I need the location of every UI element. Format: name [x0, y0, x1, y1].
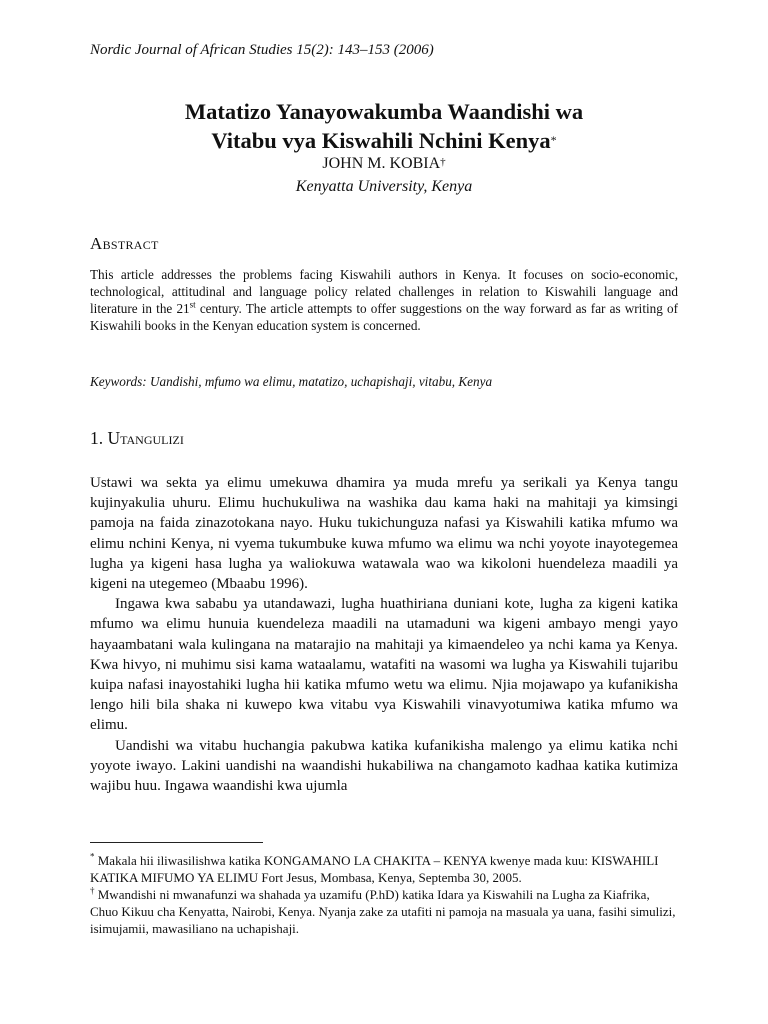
author-name-text: JOHN M. KOBIA [322, 155, 441, 172]
footnote-text: Mwandishi ni mwanafunzi wa shahada ya uzamifu (P.hD) katika Idara ya Kiswahili na Lugha za Kiafrika, Chuo Kikuu cha Kenyatta, Nairobi, Kenya. Nyanja zake za utafiti ni pamoja na masuala ya uana, fasihi simulizi, isimujamii, mawasiliano na uchapishaji. [90, 887, 676, 936]
body-paragraph: Ustawi wa sekta ya elimu umekuwa dhamira ya muda mrefu ya serikali ya Kenya tangu kujinyakulia uhuru. Elimu huchukuliwa na washika dau kama haki na mahitaji ya kimsingi pamoja na faida zinazotokana nayo. Huku tukichunguza nafasi ya Kiswahili katika mfumo wa elimu nchini Kenya, ni vyema tukumbuke kuwa mfumo wa elimu wa nchi yoyote inayotegemea lugha ya kigeni hasa lugha ya waliokuwa watawala wao wa kikoloni huendeleza maadili ya kigeni na utegemeo (Mbaabu 1996). [90, 475, 678, 593]
body-paragraph: Uandishi wa vitabu huchangia pakubwa katika kufanikisha malengo ya elimu katika nchi yoyote iwayo. Lakini uandishi na waandishi hukabiliwa na changamoto kadhaa katika kutimiza wajibu huu. Ingawa waandishi kwa ujumla [90, 737, 678, 795]
title-line-1: Matatizo Yanayowakumba Waandishi wa [184, 99, 584, 124]
title-footnote-marker: * [550, 133, 557, 147]
author-affiliation: Kenyatta University, Kenya [295, 178, 473, 195]
footnote-marker: † [90, 885, 95, 896]
keywords: Keywords: Uandishi, mfumo wa elimu, matatizo, uchapishaji, vitabu, Kenya [90, 374, 493, 389]
abstract-text [90, 266, 678, 334]
abstract-superscript: st [189, 299, 196, 310]
footnote-text: Makala hii iliwasilishwa katika KONGAMANO LA CHAKITA – KENYA kwenye mada kuu: KISWAHILI KATIKA MIFUMO YA ELIMU Fort Jesus, Mombasa, Kenya, Septemba 30, 2005. [90, 853, 659, 885]
abstract-text-part-1: This article addresses the problems facing Kiswahili authors in Kenya. It focuses on socio-economic, technological, attitudinal and language policy related challenges in relation to Kiswahili language and literature in the 21 [90, 267, 678, 316]
body-paragraph: Ingawa kwa sababu ya utandawazi, lugha huathiriana duniani kote, lugha za kigeni katika mfumo wa elimu hunuia kuendeleza maadili na utamaduni wa kigeni ambayo mengi yayo hayaambatani wala kulingana na matarajio na mahitaji ya kimaendeleo ya nchi kama ya Kenya. Kwa hivyo, ni muhimu sisi kama wataalamu, watafiti na wasomi wa lugha ya Kiswahili tujaribu kuipa nafasi inayostahiki lugha hii katika mfumo wetu wa elimu. Njia mojawapo ya kufanikisha lengo hili bila shaka ni kuwepo kwa vitabu vya Kiswahili vinavyotumiwa katika mfumo wa elimu. [90, 596, 678, 734]
paper-title [90, 98, 678, 155]
section-heading [90, 428, 184, 449]
section-body [90, 473, 678, 796]
section-number: 1. [90, 428, 108, 448]
footnote [90, 852, 678, 886]
footnote-divider [90, 842, 263, 843]
footnotes [90, 852, 678, 937]
journal-citation: Nordic Journal of African Studies 15(2): 143–153 (2006) [90, 42, 434, 58]
author-name [90, 155, 678, 173]
abstract-heading: Abstract [90, 234, 159, 253]
author-footnote-marker: † [440, 156, 446, 168]
footnote [90, 886, 678, 937]
footnote-marker: * [90, 851, 95, 862]
section-title: Utangulizi [107, 428, 184, 448]
abstract-text-part-2: century. The article attempts to offer suggestions on the way forward as far as writing of Kiswahili books in the Kenyan education system is concerned. [90, 301, 678, 333]
title-line-2: Vitabu vya Kiswahili Nchini Kenya [211, 128, 551, 153]
